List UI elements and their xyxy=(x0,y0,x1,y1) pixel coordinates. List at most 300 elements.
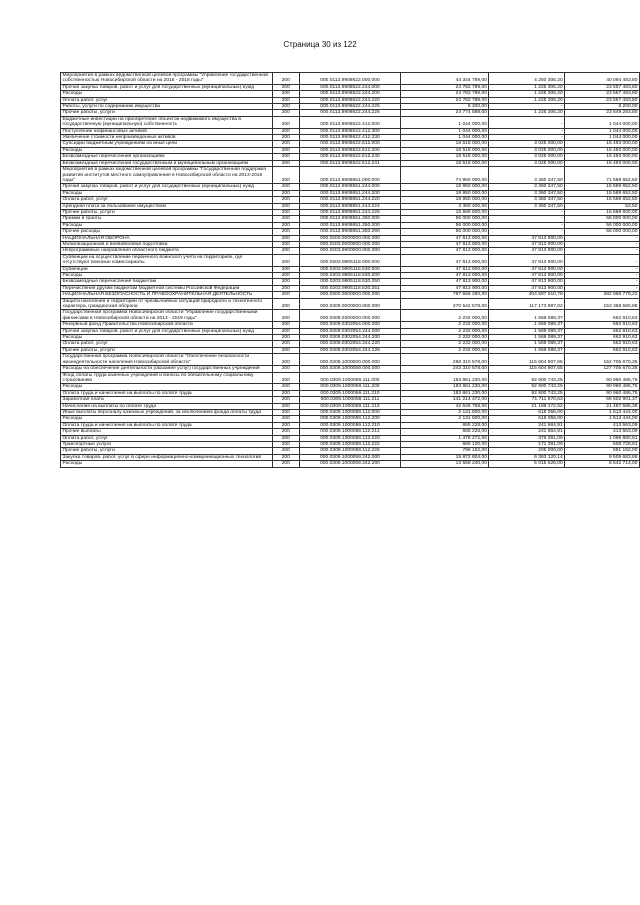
row-name-cell: Расходы xyxy=(61,384,273,390)
row-name-cell: Прочие выплаты xyxy=(61,429,273,435)
row-name-cell: Расходы на обеспечение деятельности (оказание услуг) государственных учреждений xyxy=(61,366,273,372)
approved-amount-cell: 56 000 000,00 xyxy=(401,229,489,235)
budget-classification-code-cell: 000.0113.9908651.350.200 xyxy=(299,222,400,228)
executed-amount-cell: 1 569 089,37 xyxy=(489,310,565,322)
row-code-cell: 200 xyxy=(272,390,299,396)
executed-amount-cell: 1 225 306,20 xyxy=(489,84,565,90)
row-name-cell: Расходы xyxy=(61,222,273,228)
unexecuted-amount-cell: 8 200,00 xyxy=(565,104,640,110)
row-code-cell: 200 xyxy=(272,147,299,153)
approved-amount-cell: 47 813 900,00 xyxy=(401,235,489,241)
approved-amount-cell: 787 566 290,00 xyxy=(401,292,489,298)
row-name-cell: НАЦИОНАЛЬНАЯ ОБОРОНА xyxy=(61,235,273,241)
unexecuted-amount-cell: - xyxy=(565,266,640,272)
executed-amount-cell: 92 900 743,25 xyxy=(489,384,565,390)
row-code-cell: 200 xyxy=(272,292,299,298)
approved-amount-cell: 2 232 000,00 xyxy=(401,322,489,328)
row-name-cell: Фонд оплаты труда казенных учреждений и взносы по обязательному социальному страхованию xyxy=(61,372,273,384)
table-row xyxy=(61,461,640,467)
row-name-cell: Расходы xyxy=(61,190,273,196)
executed-amount-cell: 3 360 347,50 xyxy=(489,167,565,184)
executed-amount-cell: 47 813 900,00 xyxy=(489,273,565,279)
approved-amount-cell: 270 542 578,00 xyxy=(401,298,489,310)
unexecuted-amount-cell: - xyxy=(565,241,640,247)
table-row xyxy=(61,116,640,128)
row-name-cell: Прочие расходы xyxy=(61,229,273,235)
row-name-cell: Непрограммные направления областного бюджета xyxy=(61,248,273,254)
unexecuted-amount-cell: 662 910,63 xyxy=(565,322,640,328)
approved-amount-cell: 243 310 578,00 xyxy=(401,366,489,372)
row-code-cell: 200 xyxy=(272,441,299,447)
executed-amount-cell: 92 900 743,25 xyxy=(489,372,565,384)
budget-classification-code-cell: 000.0309.1000059.112.212 xyxy=(299,429,400,435)
budget-classification-code-cell: 000.0113.9908622.612.240 xyxy=(299,154,400,160)
row-code-cell: 200 xyxy=(272,341,299,347)
row-name-cell: Оплата работ, услуг xyxy=(61,341,273,347)
row-name-cell: Прочая закупка товаров, работ и услуг для государственных (муниципальных) нужд xyxy=(61,184,273,190)
unexecuted-amount-cell: 15 493 000,00 xyxy=(565,160,640,166)
row-name-cell: Мероприятия в рамках ведомственной целевой программы "Управление государственной собственностью Новосибирской области на 2015 - 2018 годы" xyxy=(61,73,273,85)
table-row xyxy=(61,292,640,298)
unexecuted-amount-cell: 8 542 714,00 xyxy=(565,461,640,467)
budget-classification-code-cell: 000.0203.9905118.000.000 xyxy=(299,254,400,266)
table-row xyxy=(61,372,640,384)
row-name-cell: Расходы xyxy=(61,147,273,153)
row-name-cell: Субсидии бюджетным учреждениям на иные цели xyxy=(61,141,273,147)
unexecuted-amount-cell: 90 960 486,75 xyxy=(565,372,640,384)
row-code-cell: 200 xyxy=(272,104,299,110)
row-name-cell: Прочие работы, услуги xyxy=(61,448,273,454)
budget-classification-code-cell: 000.0309.0302054.244.200 xyxy=(299,335,400,341)
row-name-cell: Арендная плата за пользование имуществом xyxy=(61,203,273,209)
row-code-cell: 200 xyxy=(272,141,299,147)
row-name-cell: Прочие работы, услуги xyxy=(61,110,273,116)
unexecuted-amount-cell: 662 910,63 xyxy=(565,310,640,322)
unexecuted-amount-cell: 90 960 486,75 xyxy=(565,384,640,390)
row-name-cell: Начисления на выплаты по оплате труда xyxy=(61,403,273,409)
budget-classification-code-cell: 000.0113.9908651.244.226 xyxy=(299,209,400,215)
row-code-cell: 200 xyxy=(272,97,299,103)
row-name-cell: Поступление нефинансовых активов xyxy=(61,128,273,134)
approved-amount-cell: 1 044 000,00 xyxy=(401,135,489,141)
unexecuted-amount-cell: 153 368 580,98 xyxy=(565,298,640,310)
row-code-cell: 200 xyxy=(272,203,299,209)
row-name-cell: Премии и гранты xyxy=(61,216,273,222)
executed-amount-cell: 1 569 089,37 xyxy=(489,341,565,347)
approved-amount-cell: 47 813 900,00 xyxy=(401,285,489,291)
row-name-cell: Расходы xyxy=(61,416,273,422)
unexecuted-amount-cell: 9 509 683,86 xyxy=(565,454,640,460)
approved-amount-cell: 18 518 000,00 xyxy=(401,141,489,147)
row-name-cell: Прочие работы, услуги xyxy=(61,347,273,353)
approved-amount-cell: 18 950 000,00 xyxy=(401,184,489,190)
row-name-cell: Прочая закупка товаров, работ и услуг для государственных (муниципальных) нужд xyxy=(61,84,273,90)
approved-amount-cell: 56 000 000,00 xyxy=(401,222,489,228)
table-row xyxy=(61,454,640,460)
executed-amount-cell: 1 569 089,37 xyxy=(489,322,565,328)
table-row xyxy=(61,241,640,247)
approved-amount-cell: 18 518 000,00 xyxy=(401,147,489,153)
approved-amount-cell: 8 200,00 xyxy=(401,104,489,110)
executed-amount-cell: 241 664,91 xyxy=(489,422,565,428)
executed-amount-cell: 3 025 000,00 xyxy=(489,147,565,153)
row-name-cell: Резервный фонд Правительства Новосибирской области xyxy=(61,322,273,328)
budget-classification-code-cell: 000.0309.1000059.112.000 xyxy=(299,409,400,415)
executed-amount-cell: 5 015 526,00 xyxy=(489,461,565,467)
row-name-cell: Расходы xyxy=(61,91,273,97)
approved-amount-cell: 141 214 472,00 xyxy=(401,397,489,403)
row-code-cell: 200 xyxy=(272,429,299,435)
approved-amount-cell: 56 000 000,00 xyxy=(401,216,489,222)
unexecuted-amount-cell: 508 728,91 xyxy=(565,441,640,447)
budget-classification-code-cell: 000.0203.9905118.530.250 xyxy=(299,279,400,285)
executed-amount-cell: - xyxy=(489,229,565,235)
table-row xyxy=(61,310,640,322)
unexecuted-amount-cell: 1 099 880,91 xyxy=(565,435,640,441)
row-name-cell: Расходы xyxy=(61,461,273,467)
row-code-cell: 200 xyxy=(272,454,299,460)
table-row xyxy=(61,390,640,396)
row-code-cell: 200 xyxy=(272,273,299,279)
budget-classification-code-cell: 000.0203.9900000.000.000 xyxy=(299,248,400,254)
budget-classification-code-cell: 000.0113.9908651.244.000 xyxy=(299,184,400,190)
approved-amount-cell: 183 861 230,00 xyxy=(401,390,489,396)
table-row xyxy=(61,154,640,160)
executed-amount-cell: 115 604 907,65 xyxy=(489,354,565,366)
table-row xyxy=(61,354,640,366)
row-code-cell: 200 xyxy=(272,184,299,190)
executed-amount-cell: 47 813 900,00 xyxy=(489,285,565,291)
row-name-cell: Оплата труда и начисления на выплаты по оплате труда xyxy=(61,422,273,428)
unexecuted-amount-cell: 21 457 585,38 xyxy=(565,403,640,409)
row-code-cell: 200 xyxy=(272,448,299,454)
executed-amount-cell: 4 250 306,20 xyxy=(489,73,565,85)
budget-classification-code-cell: 000.0309.1000059.242.200 xyxy=(299,461,400,467)
row-code-cell: 200 xyxy=(272,91,299,97)
budget-classification-code-cell: 000.0113.9908622.244.000 xyxy=(299,84,400,90)
row-code-cell: 200 xyxy=(272,128,299,134)
executed-amount-cell: 376 391,09 xyxy=(489,435,565,441)
row-code-cell: 200 xyxy=(272,167,299,184)
approved-amount-cell: 15 872 804,00 xyxy=(401,454,489,460)
approved-amount-cell: 2 232 000,00 xyxy=(401,347,489,353)
table-row xyxy=(61,366,640,372)
approved-amount-cell: 47 813 900,00 xyxy=(401,254,489,266)
budget-classification-code-cell: 000.0113.9908651.244.200 xyxy=(299,190,400,196)
executed-amount-cell: 3 025 000,00 xyxy=(489,141,565,147)
budget-classification-code-cell: 000.0113.9908622.244.225 xyxy=(299,104,400,110)
unexecuted-amount-cell: 23 549 283,80 xyxy=(565,110,640,116)
row-code-cell: 200 xyxy=(272,235,299,241)
row-name-cell: Государственная программа Новосибирской области "Обеспечение безопасности жизнедеятельности населения Новосибирской области" xyxy=(61,354,273,366)
unexecuted-amount-cell: 382 968 779,22 xyxy=(565,292,640,298)
table-row xyxy=(61,160,640,166)
unexecuted-amount-cell: - xyxy=(565,279,640,285)
budget-classification-code-cell: 000.0309.0302054.244.226 xyxy=(299,347,400,353)
budget-classification-code-cell: 000.0113.9908651.350.290 xyxy=(299,229,400,235)
unexecuted-amount-cell: 15 589 600,00 xyxy=(565,209,640,215)
table-row xyxy=(61,403,640,409)
row-name-cell: Перечисления другим бюджетам бюджетной системы Российской Федерации xyxy=(61,285,273,291)
budget-classification-code-cell: 000.0309.0302054.244.220 xyxy=(299,341,400,347)
executed-amount-cell: - xyxy=(489,135,565,141)
row-name-cell: Мобилизационная и вневойсковая подготовка xyxy=(61,241,273,247)
row-code-cell: 200 xyxy=(272,416,299,422)
executed-amount-cell: 1 569 089,37 xyxy=(489,335,565,341)
row-name-cell: Прочая закупка товаров, работ и услуг для государственных (муниципальных) нужд xyxy=(61,328,273,334)
approved-amount-cell: 74 950 000,00 xyxy=(401,167,489,184)
unexecuted-amount-cell: 90 960 486,75 xyxy=(565,390,640,396)
row-name-cell: Субвенции xyxy=(61,266,273,272)
unexecuted-amount-cell: 1 513 444,00 xyxy=(565,409,640,415)
table-row xyxy=(61,409,640,415)
approved-amount-cell: 15 589 600,00 xyxy=(401,209,489,215)
executed-amount-cell: 205 000,00 xyxy=(489,448,565,454)
row-name-cell: Оплата работ, услуг xyxy=(61,435,273,441)
table-row xyxy=(61,248,640,254)
executed-amount-cell: 404 597 510,78 xyxy=(489,292,565,298)
budget-classification-code-cell: 000.0309.0300000.000.000 xyxy=(299,310,400,322)
executed-amount-cell: 117 173 997,02 xyxy=(489,298,565,310)
approved-amount-cell: 24 782 789,00 xyxy=(401,97,489,103)
unexecuted-amount-cell: 1 044 000,00 xyxy=(565,128,640,134)
row-code-cell: 200 xyxy=(272,209,299,215)
approved-amount-cell: 18 518 000,00 xyxy=(401,154,489,160)
budget-classification-code-cell: 000.0113.9908622.244.200 xyxy=(299,91,400,97)
row-code-cell: 200 xyxy=(272,216,299,222)
approved-amount-cell: 796 152,00 xyxy=(401,448,489,454)
approved-amount-cell: 2 232 000,00 xyxy=(401,328,489,334)
row-name-cell: Иные выплаты персоналу казенных учреждений, за исключением фонда оплаты труда xyxy=(61,409,273,415)
unexecuted-amount-cell: 40 094 483,80 xyxy=(565,73,640,85)
budget-classification-code-cell: 000.0113.9908622.612.200 xyxy=(299,147,400,153)
budget-classification-code-cell: 000.0309.1000059.111.213 xyxy=(299,403,400,409)
executed-amount-cell: 47 813 900,00 xyxy=(489,266,565,272)
budget-classification-code-cell: 000.0203.9905118.530.251 xyxy=(299,285,400,291)
unexecuted-amount-cell: 152 705 670,35 xyxy=(565,354,640,366)
unexecuted-amount-cell: 71 589 652,50 xyxy=(565,167,640,184)
row-name-cell: Закупка товаров, работ, услуг в сфере информационно-коммуникационных технологий xyxy=(61,454,273,460)
row-code-cell: 200 xyxy=(272,384,299,390)
row-name-cell: Прочие работы, услуги xyxy=(61,209,273,215)
row-code-cell: 200 xyxy=(272,322,299,328)
budget-classification-code-cell: 000.0309.1000059.112.200 xyxy=(299,416,400,422)
row-name-cell: Транспортные услуги xyxy=(61,441,273,447)
budget-execution-table xyxy=(60,72,640,468)
budget-classification-code-cell: 000.0309.1000059.111.210 xyxy=(299,390,400,396)
executed-amount-cell: 92 900 743,25 xyxy=(489,390,565,396)
approved-amount-cell: 47 813 900,00 xyxy=(401,279,489,285)
row-name-cell: Оплата работ, услуг xyxy=(61,197,273,203)
budget-classification-code-cell: 000.0203.9905118.530.000 xyxy=(299,266,400,272)
unexecuted-amount-cell: 15 589 652,50 xyxy=(565,184,640,190)
executed-amount-cell: 618 056,00 xyxy=(489,409,565,415)
approved-amount-cell: 680 120,00 xyxy=(401,441,489,447)
executed-amount-cell: 1 569 089,37 xyxy=(489,347,565,353)
approved-amount-cell: 1 044 000,00 xyxy=(401,116,489,128)
row-name-cell: Увеличение стоимости непроизведенных активов xyxy=(61,135,273,141)
row-code-cell: 200 xyxy=(272,190,299,196)
budget-classification-code-cell: 000.0300.0000000.000.000 xyxy=(299,292,400,298)
table-row xyxy=(61,84,640,90)
row-name-cell: Оплата работ, услуг xyxy=(61,97,273,103)
row-name-cell: Расходы xyxy=(61,273,273,279)
budget-classification-code-cell: 000.0113.9908651.350.000 xyxy=(299,216,400,222)
executed-amount-cell: 6 363 120,14 xyxy=(489,454,565,460)
row-code-cell: 200 xyxy=(272,422,299,428)
unexecuted-amount-cell: 591 152,00 xyxy=(565,448,640,454)
executed-amount-cell: 47 813 900,00 xyxy=(489,235,565,241)
unexecuted-amount-cell: 15 493 000,00 xyxy=(565,147,640,153)
approved-amount-cell: 2 232 000,00 xyxy=(401,335,489,341)
executed-amount-cell: 171 391,09 xyxy=(489,441,565,447)
executed-amount-cell: 618 056,00 xyxy=(489,416,565,422)
budget-classification-code-cell: 000.0309.0302054.000.000 xyxy=(299,322,400,328)
unexecuted-amount-cell: 23 557 483,80 xyxy=(565,84,640,90)
executed-amount-cell: 3 025 000,00 xyxy=(489,160,565,166)
budget-classification-code-cell: 000.0113.9908622.000.000 xyxy=(299,73,400,85)
row-code-cell: 200 xyxy=(272,135,299,141)
row-code-cell: 200 xyxy=(272,154,299,160)
unexecuted-amount-cell: 127 705 670,35 xyxy=(565,366,640,372)
executed-amount-cell: 47 813 900,00 xyxy=(489,248,565,254)
approved-amount-cell: 183 861 230,00 xyxy=(401,372,489,384)
unexecuted-amount-cell: - xyxy=(565,285,640,291)
budget-table-body xyxy=(61,73,640,468)
row-code-cell: 200 xyxy=(272,397,299,403)
budget-classification-code-cell: 000.0309.1000059.112.210 xyxy=(299,422,400,428)
unexecuted-amount-cell: 413 563,09 xyxy=(565,422,640,428)
unexecuted-amount-cell: - xyxy=(565,273,640,279)
row-name-cell: Защита населения и территории от чрезвычайных ситуаций природного и техногенного характера, гражданская оборона xyxy=(61,298,273,310)
row-code-cell: 200 xyxy=(272,366,299,372)
unexecuted-amount-cell: 56 000 000,00 xyxy=(565,216,640,222)
row-name-cell: Расходы xyxy=(61,335,273,341)
approved-amount-cell: 2 232 000,00 xyxy=(401,341,489,347)
row-code-cell: 200 xyxy=(272,310,299,322)
budget-classification-code-cell: 000.0113.9908622.244.226 xyxy=(299,110,400,116)
executed-amount-cell: 3 360 347,50 xyxy=(489,190,565,196)
budget-classification-code-cell: 000.0200.0000000.000.000 xyxy=(299,235,400,241)
budget-classification-code-cell: 000.0309.1000059.111.200 xyxy=(299,384,400,390)
unexecuted-amount-cell: 23 557 483,80 xyxy=(565,97,640,103)
row-name-cell: Безвозмездные перечисления бюджетам xyxy=(61,279,273,285)
unexecuted-amount-cell: 56 000 000,00 xyxy=(565,229,640,235)
executed-amount-cell: 71 711 570,63 xyxy=(489,397,565,403)
budget-classification-code-cell: 000.0309.1000059.242.000 xyxy=(299,454,400,460)
budget-classification-code-cell: 000.0113.9908622.244.220 xyxy=(299,97,400,103)
unexecuted-amount-cell: 23 557 483,80 xyxy=(565,91,640,97)
unexecuted-amount-cell: 1 044 000,00 xyxy=(565,135,640,141)
row-name-cell: Безвозмездные перечисления государственным и муниципальным организациям xyxy=(61,160,273,166)
unexecuted-amount-cell: 15 493 000,00 xyxy=(565,141,640,147)
executed-amount-cell: 3 025 000,00 xyxy=(489,154,565,160)
executed-amount-cell: - xyxy=(489,104,565,110)
row-name-cell: Государственная программа Новосибирской области "Управление государственными финансами в Новосибирской области на 2014 - 2019 годы" xyxy=(61,310,273,322)
unexecuted-amount-cell: 69 502 901,37 xyxy=(565,397,640,403)
unexecuted-amount-cell: 662 910,63 xyxy=(565,341,640,347)
executed-amount-cell: 47 813 900,00 xyxy=(489,279,565,285)
row-code-cell: 200 xyxy=(272,222,299,228)
row-code-cell: 200 xyxy=(272,328,299,334)
unexecuted-amount-cell: 15 493 000,00 xyxy=(565,154,640,160)
table-row xyxy=(61,285,640,291)
approved-amount-cell: 183 861 230,00 xyxy=(401,384,489,390)
budget-classification-code-cell: 000.0113.9908622.412.000 xyxy=(299,116,400,128)
budget-classification-code-cell: 000.0309.1000059.000.000 xyxy=(299,366,400,372)
budget-classification-code-cell: 000.0309.0000000.000.000 xyxy=(299,298,400,310)
executed-amount-cell: 3 360 347,50 xyxy=(489,203,565,209)
row-code-cell: 200 xyxy=(272,285,299,291)
executed-amount-cell: - xyxy=(489,116,565,128)
unexecuted-amount-cell: 662 910,63 xyxy=(565,328,640,334)
approved-amount-cell: 47 813 900,00 xyxy=(401,266,489,272)
executed-amount-cell: - xyxy=(489,222,565,228)
row-code-cell: 200 xyxy=(272,409,299,415)
executed-amount-cell: 47 813 900,00 xyxy=(489,241,565,247)
approved-amount-cell: 268 310 578,00 xyxy=(401,354,489,366)
row-code-cell: 200 xyxy=(272,110,299,116)
unexecuted-amount-cell: 52,50 xyxy=(565,203,640,209)
row-code-cell: 200 xyxy=(272,197,299,203)
table-row xyxy=(61,167,640,184)
approved-amount-cell: 18 950 000,00 xyxy=(401,190,489,196)
row-code-cell: 200 xyxy=(272,279,299,285)
table-row xyxy=(61,254,640,266)
approved-amount-cell: 13 558 240,00 xyxy=(401,461,489,467)
row-name-cell: Оплата труда и начисления на выплаты по оплате труда xyxy=(61,390,273,396)
row-code-cell: 200 xyxy=(272,73,299,85)
executed-amount-cell: 1 225 306,20 xyxy=(489,97,565,103)
row-name-cell: Мероприятия в рамках ведомственной целевой программы "Государственная поддержка развития институтов местного самоуправления в Новосибирской области на 2013-2015 годы" xyxy=(61,167,273,184)
row-code-cell: 200 xyxy=(272,266,299,272)
unexecuted-amount-cell: 662 910,63 xyxy=(565,335,640,341)
row-name-cell: Заработная плата xyxy=(61,397,273,403)
executed-amount-cell: 241 664,91 xyxy=(489,429,565,435)
executed-amount-cell: 1 569 089,37 xyxy=(489,328,565,334)
budget-classification-code-cell: 000.0113.9908622.612.241 xyxy=(299,160,400,166)
budget-classification-code-cell: 000.0113.9908622.412.330 xyxy=(299,135,400,141)
approved-amount-cell: 655 228,00 xyxy=(401,422,489,428)
approved-amount-cell: 44 344 789,00 xyxy=(401,73,489,85)
table-row xyxy=(61,328,640,334)
budget-classification-code-cell: 000.0309.1000059.111.211 xyxy=(299,397,400,403)
unexecuted-amount-cell: 413 563,09 xyxy=(565,429,640,435)
row-code-cell: 200 xyxy=(272,254,299,266)
budget-classification-code-cell: 000.0309.1000059.112.222 xyxy=(299,441,400,447)
executed-amount-cell: - xyxy=(489,216,565,222)
table-row xyxy=(61,298,640,310)
row-name-cell: НАЦИОНАЛЬНАЯ БЕЗОПАСНОСТЬ И ПРАВООХРАНИТЕЛЬНАЯ ДЕЯТЕЛЬНОСТЬ xyxy=(61,292,273,298)
unexecuted-amount-cell: - xyxy=(565,235,640,241)
row-name-cell: Безвозмездные перечисления организациям xyxy=(61,154,273,160)
approved-amount-cell: 3 360 400,00 xyxy=(401,203,489,209)
approved-amount-cell: 2 131 500,00 xyxy=(401,409,489,415)
unexecuted-amount-cell: 15 589 652,50 xyxy=(565,190,640,196)
unexecuted-amount-cell: 1 044 000,00 xyxy=(565,116,640,128)
budget-classification-code-cell: 000.0309.1000059.112.220 xyxy=(299,435,400,441)
executed-amount-cell: 115 604 907,65 xyxy=(489,366,565,372)
row-code-cell: 200 xyxy=(272,84,299,90)
executed-amount-cell: 21 189 172,62 xyxy=(489,403,565,409)
approved-amount-cell: 2 131 500,00 xyxy=(401,416,489,422)
row-name-cell: Субвенции на осуществление первичного воинского учета на территориях, где отсутствуют военные комиссариаты xyxy=(61,254,273,266)
unexecuted-amount-cell: 662 910,63 xyxy=(565,347,640,353)
budget-classification-code-cell: 000.0309.0302054.244.000 xyxy=(299,328,400,334)
approved-amount-cell: 18 950 000,00 xyxy=(401,197,489,203)
budget-classification-code-cell: 000.0113.9908651.244.224 xyxy=(299,203,400,209)
budget-classification-code-cell: 000.0309.1000059.111.000 xyxy=(299,372,400,384)
